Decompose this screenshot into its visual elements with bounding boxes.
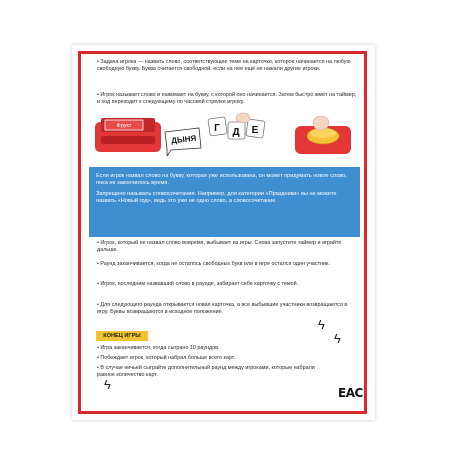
card-label: Фрукт	[116, 123, 132, 129]
end-rule-item: • Побеждает игрок, который набрал больше всего карт.	[97, 355, 236, 361]
rule-item: • Игрок, последним назвавший слово в раунде, забирает себе карточку с темой.	[97, 281, 299, 287]
end-rule-item: • Игра заканчивается, когда сыграно 10 раундов.	[97, 345, 220, 351]
warning-text: Запрещено называть словосочетания. Например, для категории «Праздники» вы не можете назвать «Новый год», ведь это уже не одно слово, а словосочетание.	[96, 190, 337, 205]
end-rule-item: • В случае ничьей сыграйте дополнительный раунд между игроками, которые набрали равное количество карт.	[97, 365, 315, 379]
end-game-label: КОНЕЦ ИГРЫ	[96, 331, 148, 341]
lightning-icon: ϟ	[104, 377, 111, 392]
rule-item: • Задача игрока — назвать слово, соответствующее теме на карточке, которое начинается на любую свободную букву. Буква считается свободной, если на неё ещё не нажали другие игроки.	[97, 59, 351, 73]
letter-tile-g: Г	[214, 123, 220, 134]
letter-tile-e: Е	[251, 125, 259, 136]
letter-tile-d: Д	[232, 127, 240, 138]
lightning-icon: ϟ	[318, 317, 325, 332]
game-illustration	[95, 112, 357, 156]
rule-item: • Игрок, который не назвал слово вовремя, выбывает из игры. Снова запустите таймер и играйте дальше.	[97, 240, 342, 254]
timer-button-image	[295, 116, 351, 154]
rule-item: • Раунд заканчивается, когда не осталось свободных букв или в игре остался один участник.	[97, 261, 330, 267]
lightning-icon: ϟ	[334, 331, 341, 346]
warning-text: Если игрок назвал слово на букву, которая уже использована, он может придумать новое слово, пока не закончилось время.	[96, 173, 347, 187]
rule-item: • Игрок называет слово и нажимает на букву, с которой оно начинается. Затем быстро жмёт на таймер, и ход переходит к следующему по часовой стрелке игроку.	[97, 92, 357, 106]
warning-box	[89, 167, 360, 237]
eac-certification-mark: EAC	[338, 386, 363, 400]
rule-item: • Для следующего раунда открывается новая карточка, а все выбывшие участники возвращаются в игру. Буквы возвращаются в исходное положение.	[97, 302, 348, 316]
speech-word: ДЫНЯ	[170, 133, 197, 146]
